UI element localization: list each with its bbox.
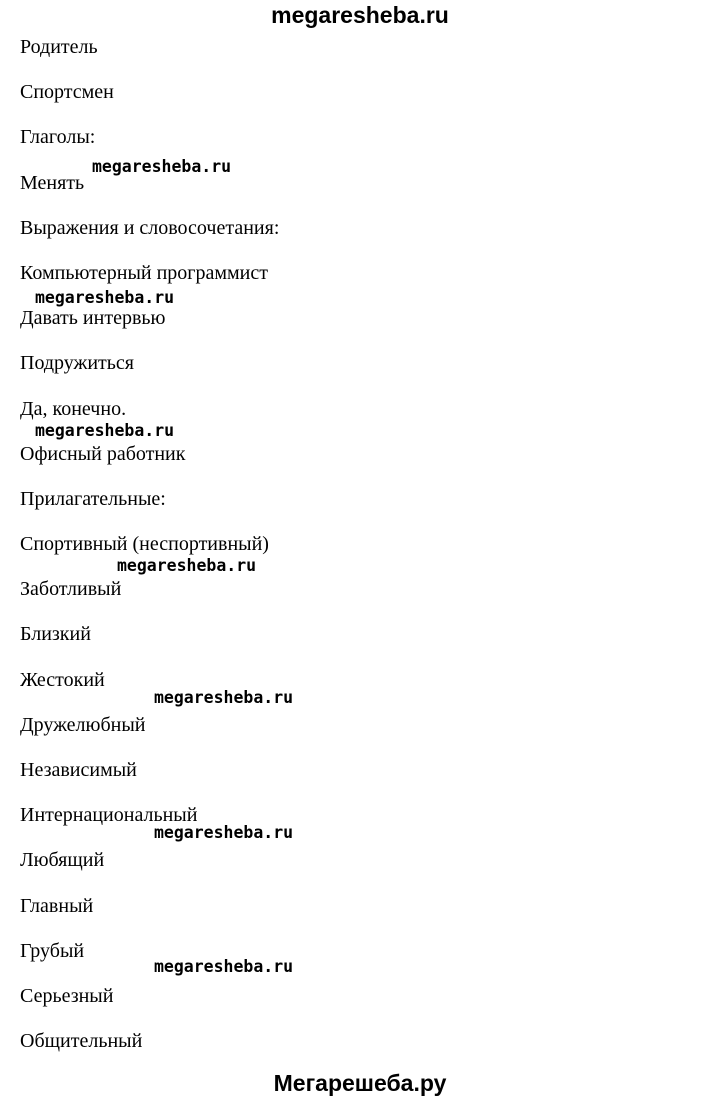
list-item: Заботливый xyxy=(20,578,122,601)
watermark: megaresheba.ru xyxy=(35,288,175,307)
watermark: megaresheba.ru xyxy=(154,823,294,842)
list-item: Грубый xyxy=(20,939,85,962)
list-item: Подружиться xyxy=(20,352,134,375)
list-item: Родитель xyxy=(20,36,98,58)
site-header: megaresheba.ru xyxy=(271,2,449,28)
section-heading-verbs: Глаголы: xyxy=(20,126,96,149)
list-item: Менять xyxy=(20,171,85,194)
watermark: megaresheba.ru xyxy=(154,957,294,976)
section-heading-adjectives: Прилагательные: xyxy=(20,487,166,510)
list-item: Дружелюбный xyxy=(20,713,146,736)
watermark: megaresheba.ru xyxy=(35,421,175,440)
list-item: Давать интервью xyxy=(20,307,166,330)
site-footer: Мегарешеба.ру xyxy=(273,1070,447,1096)
section-heading-phrases: Выражения и словосочетания: xyxy=(20,216,280,239)
list-item: Общительный xyxy=(20,1030,143,1053)
list-item: Офисный работник xyxy=(20,442,186,465)
watermark: megaresheba.ru xyxy=(117,556,257,575)
list-item: Серьезный xyxy=(20,984,114,1007)
list-item: Главный xyxy=(20,894,94,917)
list-item: Компьютерный программист xyxy=(20,261,268,284)
list-item: Жестокий xyxy=(20,668,105,691)
list-item: Интернациональный xyxy=(20,804,198,827)
vocabulary-list xyxy=(20,33,279,1072)
list-item: Близкий xyxy=(20,623,91,646)
watermark: megaresheba.ru xyxy=(154,688,294,707)
list-item: Спортсмен xyxy=(20,81,114,104)
list-item: Независимый xyxy=(20,759,137,781)
watermark: megaresheba.ru xyxy=(92,157,232,176)
list-item: Спортивный (неспортивный) xyxy=(20,533,269,556)
list-item: Да, конечно. xyxy=(20,397,127,420)
list-item: Любящий xyxy=(20,849,105,872)
